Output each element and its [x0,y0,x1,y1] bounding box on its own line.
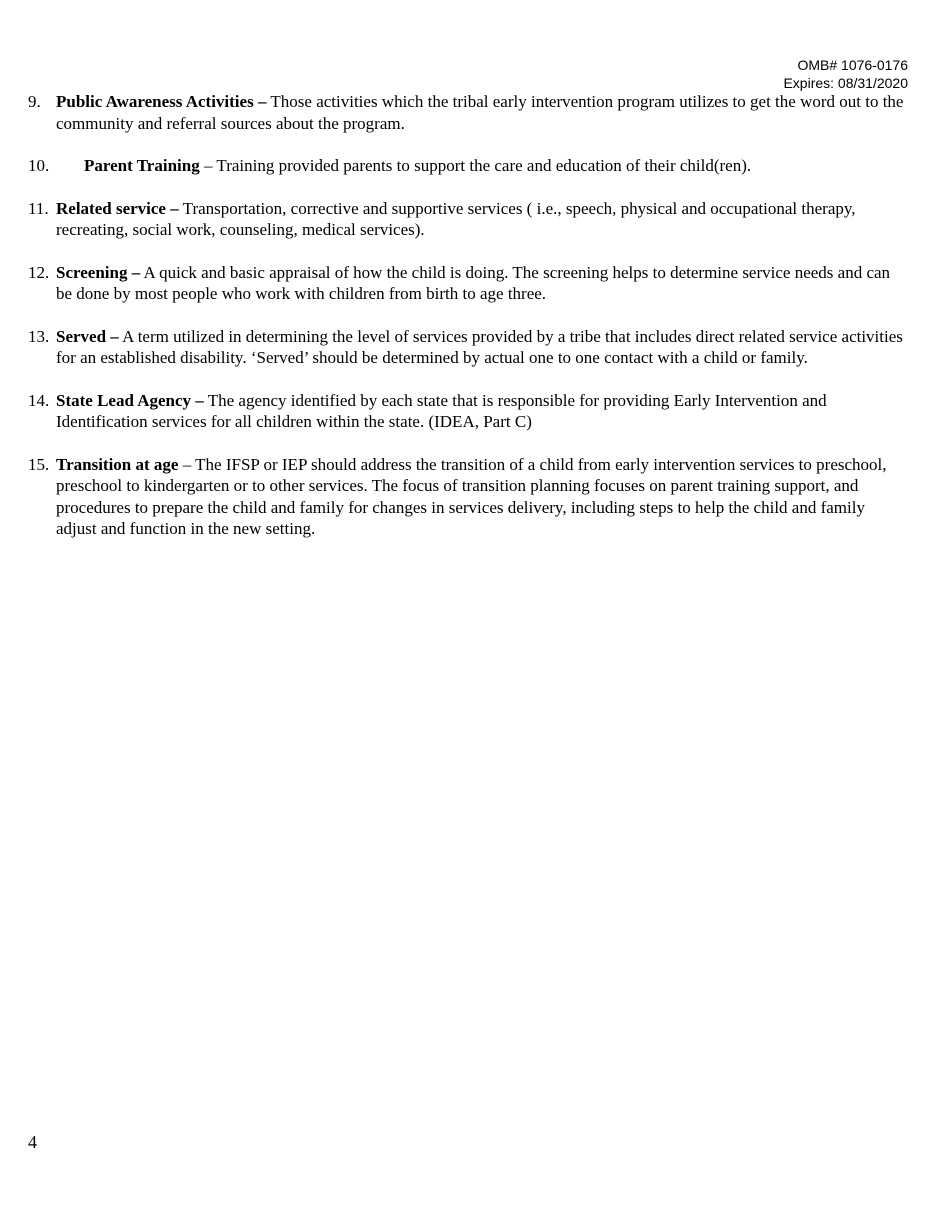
definition-item [28,326,908,369]
item-number: 12. [28,262,50,282]
definition-item [28,198,908,241]
page-number: 4 [28,1132,37,1152]
item-term: Screening – [56,262,141,282]
item-term: Related service – [56,198,179,218]
item-number: 10. [28,156,50,175]
item-number: 13. [28,326,50,346]
item-number: 9. [28,92,41,111]
item-number: 14. [28,390,50,410]
definition-item [28,390,908,433]
item-definition: – The IFSP or IEP should address the transition of a child from early intervention services to preschool, preschool to kindergarten or to other services. The focus of transition planning focuses on parent training support, and procedures to prepare the child and family for changes in services delivery, including steps to help the child and family adjust and function in the new setting. [56,454,887,538]
omb-header [783,56,908,92]
item-definition: A term utilized in determining the level of services provided by a tribe that includes direct related service activities for an established disability. ‘Served’ should be determined by actual one to one contact with a child or family. [56,326,903,367]
definitions-list [28,91,908,561]
definition-item [28,91,908,134]
item-definition: – Training provided parents to support the care and education of their child(ren). [199,156,752,175]
item-definition: Those activities which the tribal early intervention program utilizes to get the word out to the community and referral sources about the program. [56,92,904,133]
item-definition: Transportation, corrective and supportive services ( i.e., speech, physical and occupational therapy, recreating, social work, counseling, medical services). [56,198,856,239]
expiration-date: Expires: 08/31/2020 [783,75,908,91]
item-number: 15. [28,454,50,474]
item-term: Public Awareness Activities – [56,92,267,111]
item-definition: A quick and basic appraisal of how the child is doing. The screening helps to determine service needs and can be done by most people who work with children from birth to age three. [56,262,891,303]
definition-item [28,454,908,540]
item-term: Served – [56,326,119,346]
item-term: Parent Training [84,156,200,175]
item-term: Transition at age [56,454,179,474]
item-number: 11. [28,198,49,218]
omb-number: OMB# 1076-0176 [797,57,908,73]
item-term: State Lead Agency – [56,390,204,410]
definition-item [28,155,908,177]
definition-item [28,262,908,305]
item-definition: The agency identified by each state that is responsible for providing Early Intervention and Identification services for all children within the state. (IDEA, Part C) [56,390,827,431]
